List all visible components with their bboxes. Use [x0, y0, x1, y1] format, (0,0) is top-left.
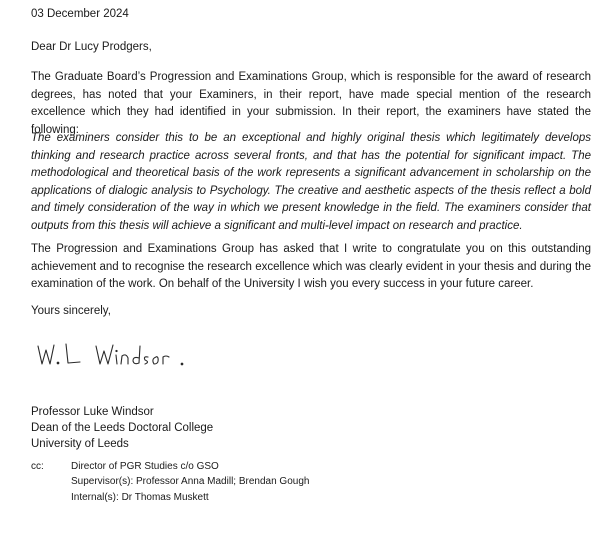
handwritten-signature	[36, 336, 206, 376]
cc-recipient: Director of PGR Studies c/o GSO	[71, 461, 219, 472]
signatory-name: Professor Luke Windsor	[31, 406, 154, 418]
signatory-institution: University of Leeds	[31, 438, 129, 451]
salutation: Dear Dr Lucy Prodgers,	[31, 41, 152, 53]
cc-recipient: Internal(s): Dr Thomas Muskett	[71, 491, 209, 503]
body-paragraph-3: The Progression and Examinations Group has asked that I write to congratulate you on this outstanding achievement and to recognise the research excellence which was clearly evident in your thesis and during the examination of the work. On behalf of the University I wish you every success in your future career.	[31, 243, 591, 290]
signatory-title: Dean of the Leeds Doctoral College	[31, 422, 214, 435]
closing: Yours sincerely,	[31, 305, 111, 317]
examiner-quote-paragraph: The examiners consider this to be an exceptional and highly original thesis which legitimately develops thinking and research practice across several fronts, and that has the potential for significant impact. The methodological and theoretical basis of the work represents a significant advancement in scholarship on the applications of dialogic analysis to Psychology. The creative and aesthetic aspects of the thesis reflect a bold and timely consideration of the way in which we present knowledge in the field. The examiners consider that outputs from this thesis will achieve a significant and multi-level impact on research and practice.	[31, 132, 591, 232]
cc-recipients	[71, 459, 309, 505]
cc-recipient: Supervisor(s): Professor Anna Madill; Brendan Gough	[71, 476, 310, 488]
letter-date: 03 December 2024	[31, 8, 129, 20]
body-paragraph-1: The Graduate Board’s Progression and Examinations Group, which is responsible for the award of research degrees, has noted that your Examiners, in their report, have made special mention of the research excellence which they had identified in your submission. In their report, the examiners have stated the following:	[31, 71, 591, 136]
cc-label: cc:	[31, 461, 44, 472]
signature-block	[31, 404, 213, 453]
